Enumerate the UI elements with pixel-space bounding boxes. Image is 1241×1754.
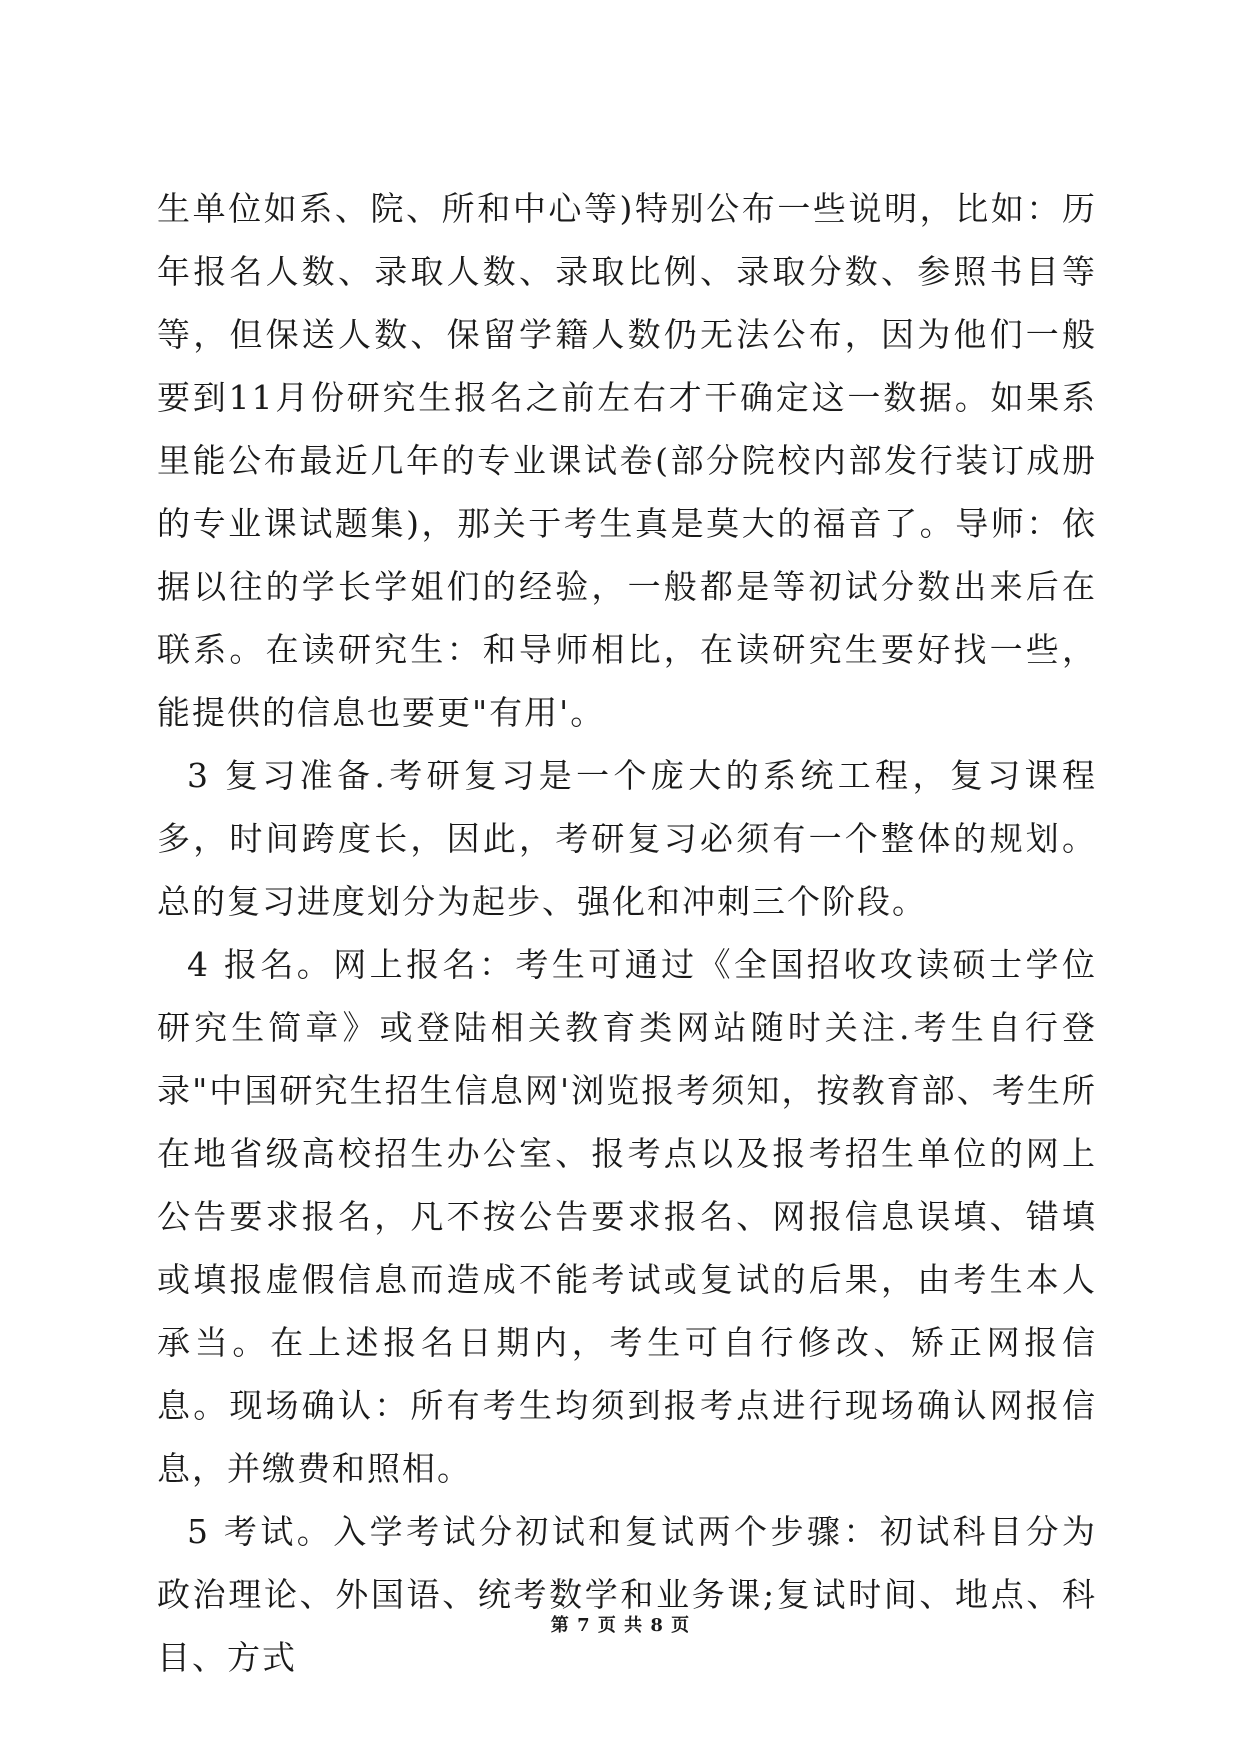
paragraph-review-preparation: 3 复习准备.考研复习是一个庞大的系统工程，复习课程多，时间跨度长，因此，考研复习必须有一个整体的规划。总的复习进度划分为起步、强化和冲刺三个阶段。 — [157, 756, 1097, 921]
paragraph-registration: 4 报名。网上报名：考生可通过《全国招收攻读硕士学位研究生简章》或登陆相关教育类网站随时关注.考生自行登录"中国研究生招生信息网'浏览报考须知，按教育部、考生所在地省级高校招生办公室、报考点以及报考招生单位的网上公告要求报名，凡不按公告要求报名、网报信息误填、错填或填报虚假信息而造成不能考试或复试的后果，由考生本人承当。在上述报名日期内，考生可自行修改、矫正网报信息。现场确认：所有考生均须到报考点进行现场确认网报信息，并缴费和照相。 — [157, 945, 1097, 1488]
paragraph-exam: 5 考试。入学考试分初试和复试两个步骤：初试科目分为政治理论、外国语、统考数学和业务课;复试时间、地点、科目、方式 — [157, 1512, 1097, 1677]
document-body — [157, 177, 1097, 1689]
page-footer: 第 7 页 共 8 页 — [550, 1615, 691, 1636]
paragraph-continuation: 生单位如系、院、所和中心等)特别公布一些说明，比如：历年报名人数、录取人数、录取比例、录取分数、参照书目等等，但保送人数、保留学籍人数仍无法公布，因为他们一般要到11月份研究生报名之前左右才干确定这一数据。如果系里能公布最近几年的专业课试卷(部分院校内部发行装订成册的专业课试题集)，那关于考生真是莫大的福音了。导师：依据以往的学长学姐们的经验，一般都是等初试分数出来后在联系。在读研究生：和导师相比，在读研究生要好找一些，能提供的信息也要更"有用'。 — [157, 189, 1097, 732]
